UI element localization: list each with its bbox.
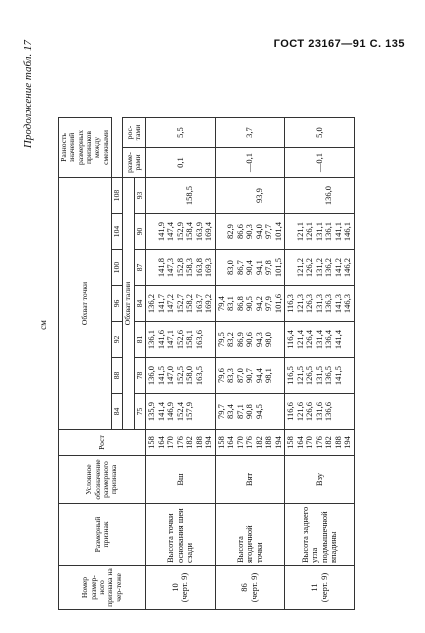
- row-name: Высота заднего угла подмышечной впадины: [285, 504, 355, 566]
- measurement-value: 136,0: [323, 185, 334, 206]
- waist-value-header: 87: [134, 250, 145, 286]
- rost-value: 188: [263, 436, 274, 449]
- col-header-obhvat-tochki: Обхват точки: [59, 178, 112, 430]
- measurement-value: 90,3: [244, 224, 255, 239]
- measurement-value: 163,8: [193, 257, 204, 278]
- value-cell: [215, 286, 285, 322]
- value-cell: [215, 358, 285, 394]
- row-number: 10: [169, 583, 180, 592]
- value-cell: [215, 214, 285, 250]
- measurement-value: [274, 180, 284, 211]
- measurement-value: 152,5: [174, 365, 185, 386]
- measurement-value: 131,3: [313, 293, 324, 314]
- measurement-value: 79,4: [215, 296, 226, 311]
- value-cell: [146, 322, 216, 358]
- value-cell: [146, 178, 216, 214]
- rost-cell: [146, 430, 216, 456]
- measurement-value: 136,4: [323, 329, 334, 350]
- measurement-value: 90,6: [244, 332, 255, 347]
- measurement-value: [343, 324, 353, 355]
- measurement-value: 97,9: [263, 296, 274, 311]
- measurement-value: 126,6: [304, 401, 315, 422]
- row-symbol: Вят: [215, 456, 285, 504]
- measurement-value: 158,4: [184, 221, 195, 242]
- measurement-value: [343, 360, 353, 391]
- waist-value-header: 93: [134, 178, 145, 214]
- rost-value: 170: [304, 436, 315, 449]
- measurement-value: 158,2: [184, 293, 195, 314]
- measurement-value: 94,5: [253, 404, 264, 419]
- measurement-value: 152,7: [174, 293, 185, 314]
- table-row: [146, 118, 216, 610]
- measurement-value: 121,6: [294, 401, 305, 422]
- rost-value: 194: [272, 436, 283, 449]
- rotated-table-area: [22, 40, 392, 610]
- diff-razmer-value: 0,1: [146, 148, 216, 178]
- measurement-value: 141,1: [332, 221, 343, 242]
- measurement-value: 136,6: [323, 401, 334, 422]
- measurement-value: 136,5: [323, 365, 334, 386]
- rost-value: 176: [244, 436, 255, 449]
- waist-value-header: 78: [134, 358, 145, 394]
- col-header-obhvat-talii: Обхват талии: [123, 178, 134, 430]
- measurement-value: 116,6: [285, 402, 296, 421]
- point-value-header: 88: [112, 358, 123, 394]
- value-cell: [215, 394, 285, 430]
- measurement-value: 86,6: [234, 224, 245, 239]
- measurement-value: 158,1: [184, 329, 195, 350]
- value-cell: [146, 286, 216, 322]
- measurement-value: [274, 360, 284, 391]
- measurement-value: 146,3: [342, 293, 353, 314]
- measurement-value: 147,1: [165, 329, 176, 350]
- diff-rost-value: 5,5: [146, 118, 216, 148]
- measurement-value: 136,2: [323, 257, 334, 278]
- point-value-header: 84: [112, 394, 123, 430]
- measurement-value: 87,1: [234, 404, 245, 419]
- measurement-value: 94,0: [253, 224, 264, 239]
- measurement-value: 83,1: [225, 296, 236, 311]
- measurement-value: [204, 324, 214, 355]
- point-value-header: 108: [112, 178, 123, 214]
- table-row: [285, 118, 355, 610]
- rost-value: 188: [193, 436, 204, 449]
- measurement-value: 90,4: [244, 260, 255, 275]
- measurement-value: 147,2: [165, 293, 176, 314]
- measurement-value: 87,0: [234, 368, 245, 383]
- rost-value: 164: [225, 436, 236, 449]
- row-number-cell: [285, 566, 355, 610]
- measurement-value: 86,7: [234, 260, 245, 275]
- measurement-value: 131,2: [313, 257, 324, 278]
- row-number-cell: [146, 566, 216, 610]
- measurement-value: 98,1: [263, 368, 274, 383]
- measurement-value: 131,4: [313, 329, 324, 350]
- measurement-value: 141,4: [332, 329, 343, 350]
- measurement-value: 97,7: [263, 224, 274, 239]
- measurement-value: 163,5: [193, 365, 204, 386]
- col-header-number: Номер размер-ного признака на чер-теже: [59, 566, 146, 610]
- measurement-value: 158,3: [184, 257, 195, 278]
- measurement-value: 136,2: [146, 293, 157, 314]
- measurement-value: 101,6: [272, 293, 283, 314]
- value-cell: [285, 286, 355, 322]
- measurement-value: 147,0: [165, 365, 176, 386]
- measurement-value: 90,5: [244, 296, 255, 311]
- measurement-value: 141,4: [155, 401, 166, 422]
- measurement-value: 141,5: [155, 365, 166, 386]
- measurement-value: 97,8: [263, 260, 274, 275]
- measurement-value: [343, 180, 353, 211]
- measurement-value: [204, 360, 214, 391]
- measurement-value: [343, 396, 353, 427]
- measurement-value: 126,2: [304, 257, 315, 278]
- measurement-value: 82,9: [225, 224, 236, 239]
- measurement-value: 83,0: [225, 260, 236, 275]
- rost-cell: [215, 430, 285, 456]
- diff-rost-value: 3,7: [215, 118, 285, 148]
- measurement-value: 152,9: [174, 221, 185, 242]
- value-cell: [215, 178, 285, 214]
- measurement-value: 135,9: [146, 401, 157, 422]
- value-cell: [146, 394, 216, 430]
- measurement-value: 136,1: [146, 329, 157, 350]
- row-name: Высота ягодичной точки: [215, 504, 285, 566]
- measurement-value: 126,1: [304, 221, 315, 242]
- col-header-diff-razmer: разме-рами: [123, 148, 146, 178]
- measurement-value: [274, 324, 284, 355]
- measurement-value: 79,6: [215, 368, 226, 383]
- rost-value: 170: [234, 436, 245, 449]
- point-value-header: 100: [112, 250, 123, 286]
- row-chert: (черт. 9): [318, 572, 329, 603]
- diff-razmer-value: —0,1: [285, 148, 355, 178]
- measurement-value: 79,7: [215, 404, 226, 419]
- rost-value: 182: [253, 436, 264, 449]
- measurement-value: 136,3: [323, 293, 334, 314]
- table-row: [215, 118, 285, 610]
- point-value-header: 96: [112, 286, 123, 322]
- measurement-value: 121,1: [294, 221, 305, 242]
- value-cell: [285, 214, 355, 250]
- measurement-value: 101,4: [272, 221, 283, 242]
- measurement-value: 158,5: [184, 185, 195, 206]
- measurement-value: 158,0: [184, 365, 195, 386]
- rost-value: 176: [313, 436, 324, 449]
- measurement-value: 152,8: [174, 257, 185, 278]
- measurement-value: 131,5: [313, 365, 324, 386]
- row-number: 11: [309, 583, 320, 592]
- unit-label: см: [38, 320, 48, 330]
- rost-value: 182: [184, 436, 195, 449]
- measurement-value: 141,2: [332, 257, 343, 278]
- measurement-value: [204, 180, 214, 211]
- measurement-value: [204, 396, 214, 427]
- row-number-cell: [215, 566, 285, 610]
- measurement-value: 94,3: [253, 332, 264, 347]
- measurement-value: 121,2: [294, 257, 305, 278]
- measurement-value: 163,7: [193, 293, 204, 314]
- table-caption: Продолжение табл. 17: [22, 40, 34, 149]
- measurement-value: 116,4: [285, 330, 296, 349]
- row-symbol: Вш: [146, 456, 216, 504]
- rost-value: 158: [215, 436, 226, 449]
- measurement-value: 141,6: [155, 329, 166, 350]
- measurement-value: 79,5: [215, 332, 226, 347]
- diff-rost-value: 5,0: [285, 118, 355, 148]
- measurement-value: 126,3: [304, 293, 315, 314]
- rost-value: 164: [294, 436, 305, 449]
- measurement-value: 169,4: [203, 221, 214, 242]
- measurement-value: 141,5: [332, 365, 343, 386]
- col-header-name: Размерный признак: [59, 504, 146, 566]
- value-cell: [285, 250, 355, 286]
- rost-value: 158: [285, 436, 296, 449]
- measurement-value: 141,8: [155, 257, 166, 278]
- measurement-value: 94,4: [253, 368, 264, 383]
- value-cell: [146, 250, 216, 286]
- measurement-table: [58, 117, 355, 610]
- value-cell: [215, 250, 285, 286]
- waist-value-header: 90: [134, 214, 145, 250]
- value-cell: [285, 358, 355, 394]
- rost-value: 158: [146, 436, 157, 449]
- waist-value-header: 75: [134, 394, 145, 430]
- measurement-value: 83,4: [225, 404, 236, 419]
- measurement-value: 83,2: [225, 332, 236, 347]
- rost-value: 164: [155, 436, 166, 449]
- measurement-value: 90,7: [244, 368, 255, 383]
- waist-value-header: 81: [134, 322, 145, 358]
- measurement-value: 141,7: [155, 293, 166, 314]
- measurement-value: 169,2: [203, 293, 214, 314]
- waist-value-header: 84: [134, 286, 145, 322]
- measurement-value: 121,5: [294, 365, 305, 386]
- measurement-value: 163,6: [193, 329, 204, 350]
- measurement-value: 101,5: [272, 257, 283, 278]
- measurement-value: 90,8: [244, 404, 255, 419]
- measurement-value: 83,3: [225, 368, 236, 383]
- measurement-value: 136,1: [323, 221, 334, 242]
- measurement-value: 94,2: [253, 296, 264, 311]
- rost-value: 182: [323, 436, 334, 449]
- row-number: 86: [239, 583, 250, 592]
- measurement-value: 157,9: [184, 401, 195, 422]
- measurement-value: 86,8: [234, 296, 245, 311]
- point-value-header: 104: [112, 214, 123, 250]
- row-chert: (черт. 9): [179, 572, 190, 603]
- measurement-value: 121,3: [294, 293, 305, 314]
- measurement-value: 146,9: [165, 401, 176, 422]
- col-header-difference: Разность значений размерных признаков между смежными: [59, 118, 112, 178]
- measurement-value: 86,9: [234, 332, 245, 347]
- value-cell: [285, 178, 355, 214]
- measurement-value: 146,1: [342, 221, 353, 242]
- measurement-value: 131,6: [313, 401, 324, 422]
- measurement-value: 98,0: [263, 332, 274, 347]
- value-cell: [285, 322, 355, 358]
- rost-value: 170: [165, 436, 176, 449]
- rost-value: 176: [174, 436, 185, 449]
- value-cell: [215, 322, 285, 358]
- rost-value: 194: [342, 436, 353, 449]
- measurement-value: 141,3: [332, 293, 343, 314]
- value-cell: [146, 214, 216, 250]
- measurement-value: 152,6: [174, 329, 185, 350]
- measurement-value: 147,3: [165, 257, 176, 278]
- page-title: ГОСТ 23167—91 С. 135: [273, 38, 405, 50]
- measurement-value: 147,4: [165, 221, 176, 242]
- rost-value: 188: [332, 436, 343, 449]
- measurement-value: 163,9: [193, 221, 204, 242]
- measurement-value: 146,2: [342, 257, 353, 278]
- measurement-value: 94,1: [253, 260, 264, 275]
- rost-value: 194: [203, 436, 214, 449]
- measurement-value: 93,9: [253, 188, 264, 203]
- diff-razmer-value: —0,1: [215, 148, 285, 178]
- rost-cell: [285, 430, 355, 456]
- measurement-value: 116,3: [285, 294, 296, 313]
- measurement-value: 152,4: [174, 401, 185, 422]
- measurement-value: 126,5: [304, 365, 315, 386]
- measurement-value: 116,5: [285, 366, 296, 385]
- measurement-value: 136,0: [146, 365, 157, 386]
- row-chert: (черт. 9): [249, 572, 259, 603]
- row-name: Высота точки основания шеи сзади: [146, 504, 216, 566]
- measurement-value: 126,4: [304, 329, 315, 350]
- measurement-value: 131,1: [313, 221, 324, 242]
- col-header-rost: Рост: [59, 430, 146, 456]
- measurement-value: 141,9: [155, 221, 166, 242]
- point-value-header: 92: [112, 322, 123, 358]
- value-cell: [285, 394, 355, 430]
- value-cell: [146, 358, 216, 394]
- col-header-diff-rost: рос-тами: [123, 118, 146, 148]
- col-header-symbol: Условное обозначение размерного признака: [59, 456, 146, 504]
- measurement-value: 121,4: [294, 329, 305, 350]
- measurement-value: 169,3: [203, 257, 214, 278]
- row-symbol: Взу: [285, 456, 355, 504]
- measurement-value: [274, 396, 284, 427]
